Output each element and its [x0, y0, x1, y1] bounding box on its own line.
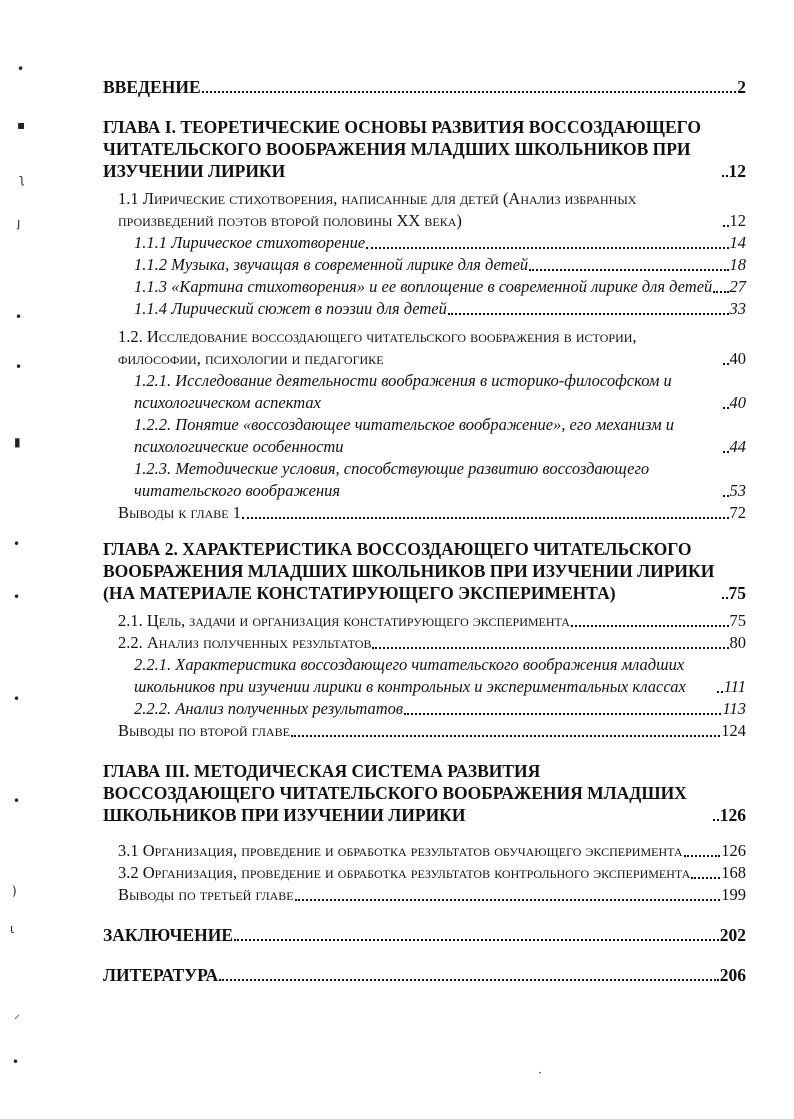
dot-leader — [372, 647, 728, 649]
toc-entry-title: Выводы к главе 1 — [118, 503, 241, 522]
toc-entry — [103, 862, 746, 884]
toc-entry-title: ЛИТЕРАТУРА — [103, 965, 219, 985]
dot-leader — [295, 899, 721, 901]
toc-entry — [103, 720, 746, 742]
dot-leader — [242, 517, 729, 519]
toc-entry — [103, 654, 746, 698]
toc-entry-title: 1.2.3. Методические условия, способствующие развитию воссоздающего читательского воображения — [134, 459, 650, 500]
toc-entry — [103, 538, 746, 604]
toc-entry-title: 1.2.1. Исследование деятельности воображения в историко-философском и психологическом аспектах — [134, 371, 672, 412]
toc-entry-page: 40 — [729, 393, 746, 412]
dot-leader — [723, 363, 729, 365]
dot-leader — [366, 247, 728, 249]
dot-leader — [723, 451, 729, 453]
table-of-contents — [103, 76, 746, 986]
toc-entry-page: 14 — [729, 233, 746, 252]
dot-leader — [529, 269, 728, 271]
toc-entry-title: ВВЕДЕНИЕ — [103, 77, 201, 97]
toc-entry-page: 80 — [729, 633, 746, 652]
toc-entry-page: 2 — [737, 77, 746, 97]
toc-entry — [103, 610, 746, 632]
toc-entry-title: 1.1.1 Лирическое стихотворение — [134, 233, 366, 252]
toc-entry — [103, 632, 746, 654]
toc-entry-title: 1.1 Лирические стихотворения, написанные для детей (Анализ избранных произведений поэтов второй половины XX века) — [118, 189, 637, 230]
toc-entry-title: 1.2.2. Понятие «воссоздающее читательское воображение», его механизм и психологические особенности — [134, 415, 675, 456]
dot-leader — [202, 91, 737, 93]
toc-entry-title: 2.2.2. Анализ полученных результатов — [134, 699, 404, 718]
toc-entry-title: 1.1.2 Музыка, звучащая в современной лирике для детей — [134, 255, 529, 274]
toc-entry-page: 124 — [721, 721, 746, 740]
toc-entry-title: ЗАКЛЮЧЕНИЕ — [103, 925, 234, 945]
toc-entry — [103, 964, 746, 986]
dot-leader — [723, 225, 729, 227]
dot-leader — [404, 713, 721, 715]
toc-entry — [103, 840, 746, 862]
toc-entry-page: 111 — [723, 677, 746, 696]
dot-leader — [684, 855, 721, 857]
toc-entry — [103, 276, 746, 298]
toc-entry-page: 202 — [719, 925, 746, 945]
toc-entry-title: 1.2. Исследование воссоздающего читательского воображения в истории, философии, психологии и педагогике — [118, 327, 637, 368]
toc-entry-page: 75 — [728, 583, 746, 603]
toc-entry-title: 2.2.1. Характеристика воссоздающего читательского воображения младших школьников при изучении лирики в контрольных и экспериментальных классах — [134, 655, 686, 696]
dot-leader — [448, 313, 729, 315]
toc-entry — [103, 458, 746, 502]
dot-leader — [713, 291, 728, 293]
dot-leader — [691, 877, 720, 879]
dot-leader — [722, 175, 728, 177]
toc-entry — [103, 188, 746, 232]
dot-leader — [571, 625, 729, 627]
toc-entry-title: Выводы по третьей главе — [118, 885, 294, 904]
toc-entry-title: ГЛАВА I. ТЕОРЕТИЧЕСКИЕ ОСНОВЫ РАЗВИТИЯ ВОССОЗДАЮЩЕГО ЧИТАТЕЛЬСКОГО ВООБРАЖЕНИЯ МЛАДШИХ ШКОЛЬНИКОВ ПРИ ИЗУЧЕНИИ ЛИРИКИ — [103, 117, 701, 181]
dot-leader — [291, 735, 720, 737]
toc-entry — [103, 414, 746, 458]
toc-entry-title: 3.1 Организация, проведение и обработка результатов обучающего эксперимента — [118, 841, 683, 860]
toc-entry-title: 1.1.4 Лирический сюжет в поэзии для детей — [134, 299, 447, 318]
dot-leader — [717, 691, 723, 693]
toc-entry — [103, 326, 746, 370]
toc-entry-page: 40 — [729, 349, 746, 368]
toc-entry-page: 199 — [721, 885, 746, 904]
toc-entry — [103, 232, 746, 254]
toc-entry — [103, 116, 746, 182]
toc-entry-page: 44 — [729, 437, 746, 456]
toc-entry — [103, 884, 746, 906]
toc-entry — [103, 502, 746, 524]
toc-entry-title: 1.1.3 «Картина стихотворения» и ее воплощение в современной лирике для детей — [134, 277, 713, 296]
toc-entry-title: 3.2 Организация, проведение и обработка результатов контрольного эксперимента — [118, 863, 691, 882]
dot-leader — [234, 939, 719, 941]
dot-leader — [723, 407, 729, 409]
toc-entry-title: ГЛАВА III. МЕТОДИЧЕСКАЯ СИСТЕМА РАЗВИТИЯ ВОССОЗДАЮЩЕГО ЧИТАТЕЛЬСКОГО ВООБРАЖЕНИЯ МЛАДШИХ ШКОЛЬНИКОВ ПРИ ИЗУЧЕНИИ ЛИРИКИ — [103, 761, 687, 825]
toc-entry-page: 18 — [729, 255, 746, 274]
toc-entry-title: Выводы по второй главе — [118, 721, 290, 740]
dot-leader — [723, 495, 729, 497]
toc-entry — [103, 924, 746, 946]
toc-entry-page: 27 — [729, 277, 746, 296]
toc-entry-page: 33 — [729, 299, 746, 318]
toc-entry-page: 168 — [721, 863, 746, 882]
toc-entry-page: 12 — [728, 161, 746, 181]
toc-entry-page: 12 — [729, 211, 746, 230]
toc-entry — [103, 370, 746, 414]
toc-entry-page: 206 — [719, 965, 746, 985]
toc-entry — [103, 76, 746, 98]
toc-entry — [103, 254, 746, 276]
toc-entry-title: ГЛАВА 2. ХАРАКТЕРИСТИКА ВОССОЗДАЮЩЕГО ЧИТАТЕЛЬСКОГО ВООБРАЖЕНИЯ МЛАДШИХ ШКОЛЬНИКОВ ПРИ ИЗУЧЕНИИ ЛИРИКИ (НА МАТЕРИАЛЕ КОНСТАТИРУЮЩЕГО ЭКСПЕРИМЕНТА) — [103, 539, 715, 603]
toc-entry-page: 113 — [722, 699, 746, 718]
toc-entry-page: 72 — [729, 503, 746, 522]
toc-entry-title: 2.2. Анализ полученных результатов — [118, 633, 372, 652]
toc-entry-page: 53 — [729, 481, 746, 500]
toc-entry — [103, 698, 746, 720]
toc-entry-page: 75 — [729, 611, 746, 630]
toc-entry — [103, 760, 746, 826]
toc-entry-page: 126 — [721, 841, 746, 860]
dot-leader — [219, 979, 719, 981]
dot-leader — [713, 819, 719, 821]
toc-entry-page: 126 — [719, 805, 746, 825]
toc-entry — [103, 298, 746, 320]
toc-entry-title: 2.1. Цель, задачи и организация констатирующего эксперимента — [118, 611, 570, 630]
dot-leader — [722, 597, 728, 599]
